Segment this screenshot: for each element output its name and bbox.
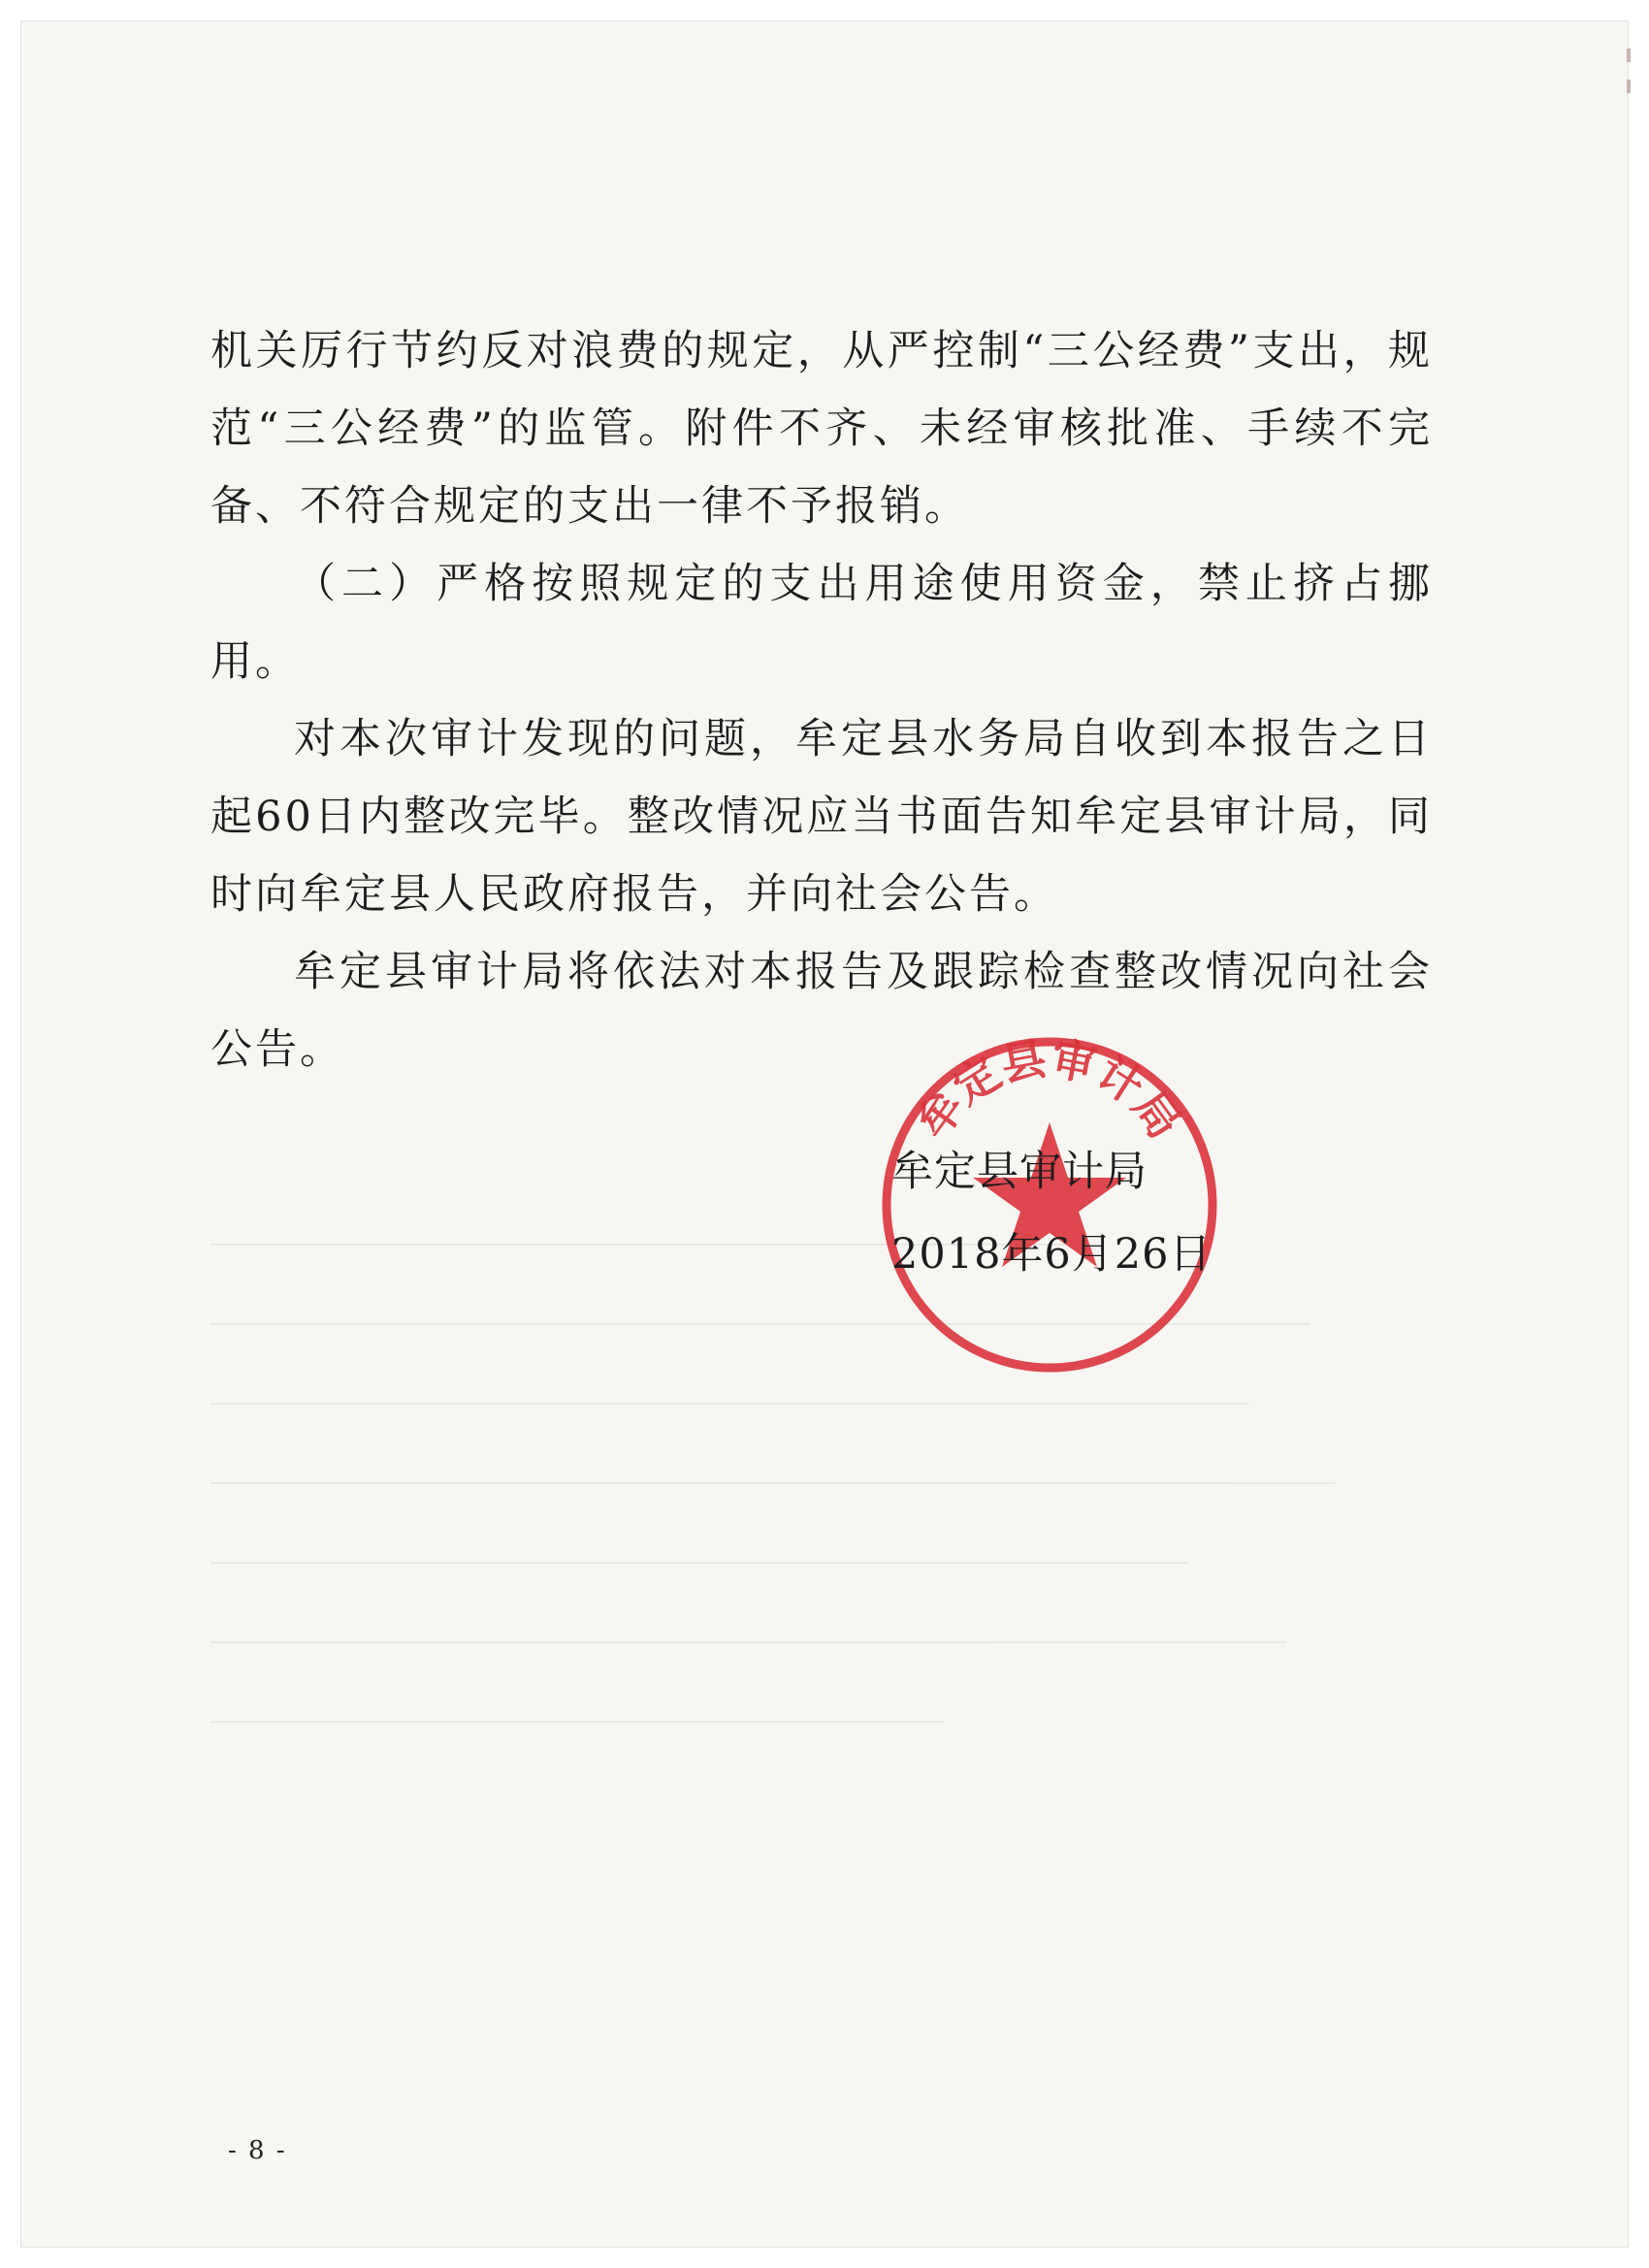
binder-edge-mark — [1627, 80, 1631, 93]
svg-text:牟定县审计局: 牟定县审计局 — [905, 1031, 1192, 1149]
paragraph-continuation: 机关厉行节约反对浪费的规定，从严控制“三公经费”支出，规范“三公经费”的监管。附件不齐、未经审核批准、手续不完备、不符合规定的支出一律不予报销。 — [210, 327, 1433, 531]
paragraph-announcement: 牟定县审计局将依法对本报告及跟踪检查整改情况向社会公告。 — [210, 948, 1433, 1074]
paragraph-rectification: 对本次审计发现的问题，牟定县水务局自收到本报告之日起60日内整改完毕。整改情况应当书面告知牟定县审计局，同时向牟定县人民政府报告，并向社会公告。 — [210, 715, 1433, 919]
signature-organization: 牟定县审计局 — [891, 1148, 1148, 1196]
bleed-through-texture — [210, 1166, 1433, 1723]
page-number: - 8 - — [228, 2136, 287, 2165]
body-text — [210, 312, 1433, 1088]
official-seal — [875, 1030, 1224, 1379]
paragraph-item-two: （二）严格按照规定的支出用途使用资金，禁止挤占挪用。 — [210, 560, 1433, 686]
signature-date: 2018年6月26日 — [891, 1230, 1212, 1279]
document-page — [21, 21, 1628, 2247]
binder-edge-mark — [1627, 49, 1631, 62]
